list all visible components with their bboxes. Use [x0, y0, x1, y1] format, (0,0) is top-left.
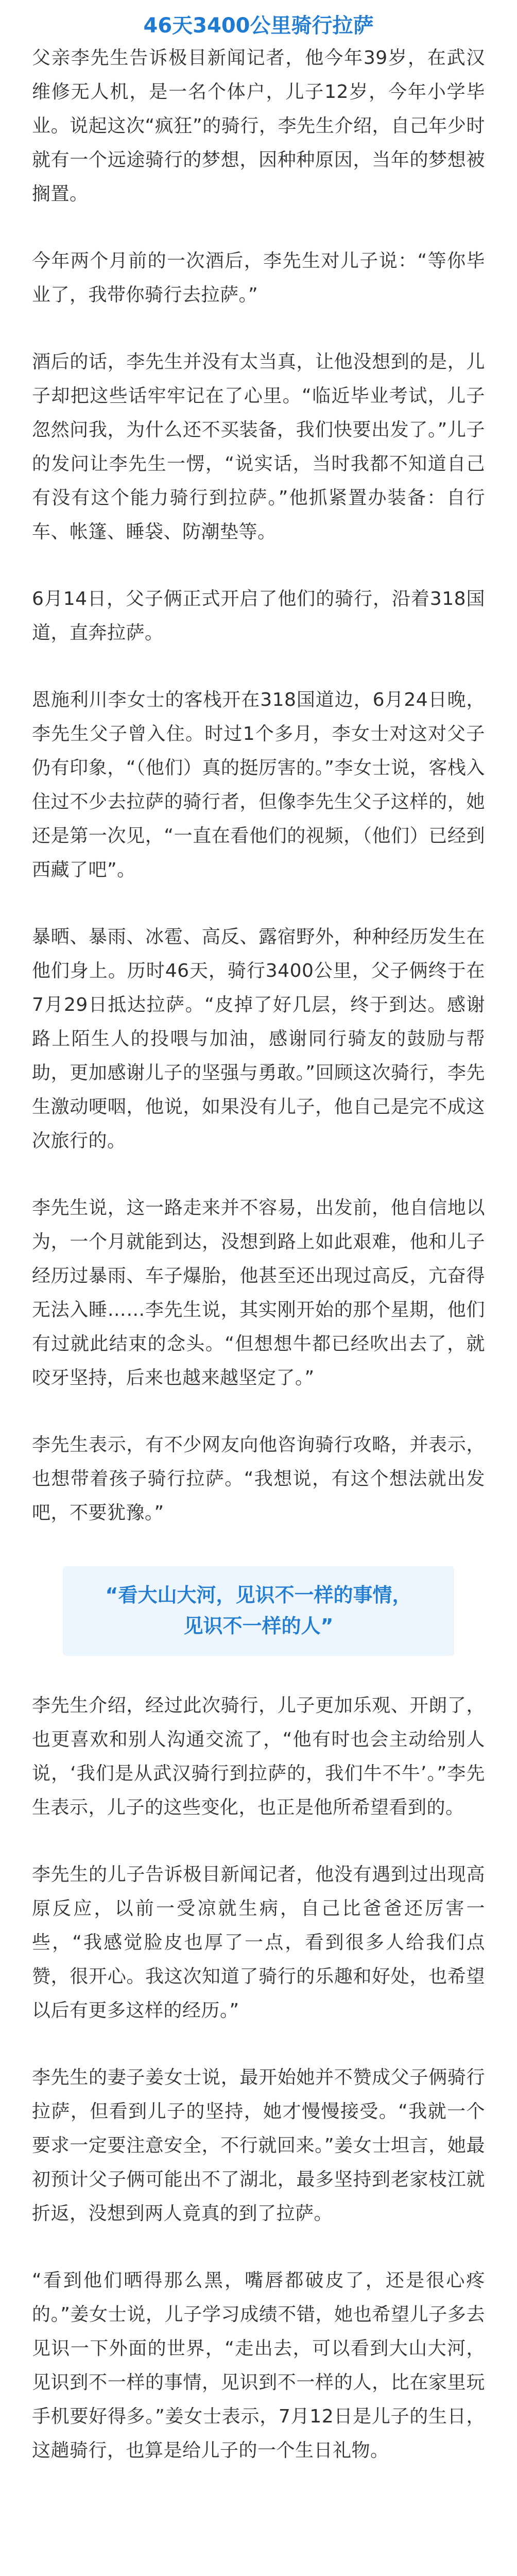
paragraph: 父亲李先生告诉极目新闻记者，他今年39岁，在武汉维修无人机，是一名个体户，儿子12岁，今年小学毕业。说起这次“疯狂”的骑行，李先生介绍，自己年少时就有一个远途骑行的梦想，因种种原因，当年的梦想被搁置。 — [32, 47, 485, 205]
callout-line: 见识不一样的人” — [183, 1615, 334, 1637]
paragraph: 酒后的话，李先生并没有太当真，让他没想到的是，儿子却把这些话牢牢记在了心里。“临近毕业考试，儿子忽然问我，为什么还不买装备，我们快要出发了。”儿子的发问让李先生一愣，“说实话，当时我都不知道自己有没有这个能力骑行到拉萨。”他抓紧置办装备：自行车、帐篷、睡袋、防潮垫等。 — [32, 351, 485, 543]
paragraph: 李先生说，这一路走来并不容易，出发前，他自信地以为，一个月就能到达，没想到路上如此艰难，他和儿子经历过暴雨、车子爆胎，他甚至还出现过高反，亢奋得无法入睡……李先生说，其实刚开始的那个星期，他们有过就此结束的念头。“但想想牛都已经吹出去了，就咬牙坚持，后来也越来越坚定了。” — [32, 1197, 485, 1388]
paragraph: 恩施利川李女士的客栈开在318国道边，6月24日晚，李先生父子曾入住。时过1个多月，李女士对这对父子仍有印象，“（他们）真的挺厉害的。”李女士说，客栈入住过不少去拉萨的骑行者，但像李先生父子这样的，她还是第一次见，“一直在看他们的视频，（他们）已经到西藏了吧”。 — [32, 689, 485, 880]
section-heading-callout — [63, 1566, 454, 1656]
paragraph: 李先生介绍，经过此次骑行，儿子更加乐观、开朗了，也更喜欢和别人沟通交流了，“他有时也会主动给别人说，‘我们是从武汉骑行到拉萨的，我们牛不牛’。”李先生表示，儿子的这些变化，也正是他所希望看到的。 — [32, 1695, 485, 1818]
paragraph: 李先生表示，有不少网友向他咨询骑行攻略，并表示，也想带着孩子骑行拉萨。“我想说，有这个想法就出发吧，不要犹豫。” — [32, 1434, 485, 1523]
paragraph: 今年两个月前的一次酒后，李先生对儿子说：“等你毕业了，我带你骑行去拉萨。” — [32, 250, 485, 306]
paragraph: 李先生的妻子姜女士说，最开始她并不赞成父子俩骑行拉萨，但看到儿子的坚持，她才慢慢接受。“我就一个要求一定要注意安全，不行就回来。”姜女士坦言，她最初预计父子俩可能出不了湖北，最多坚持到老家枝江就折返，没想到两人竟真的到了拉萨。 — [32, 2067, 485, 2224]
paragraph: 暴晒、暴雨、冰雹、高反、露宿野外，种种经历发生在他们身上。历时46天，骑行3400公里，父子俩终于在7月29日抵达拉萨。“皮掉了好几层，终于到达。感谢路上陌生人的投喂与加油，感谢同行骑友的鼓励与帮助，更加感谢儿子的坚强与勇敢。”回顾这次骑行，李先生激动哽咽，他说，如果没有儿子，他自己是完不成这次旅行的。 — [32, 926, 485, 1151]
callout-line: “看大山大河，见识不一样的事情， — [105, 1584, 412, 1606]
paragraph: 6月14日，父子俩正式开启了他们的骑行，沿着318国道，直奔拉萨。 — [32, 588, 485, 643]
paragraph: 李先生的儿子告诉极目新闻记者，他没有遇到过出现高原反应，以前一受凉就生病，自己比爸爸还厉害一些，“我感觉脸皮也厚了一点，看到很多人给我们点赞，很开心。我这次知道了骑行的乐趣和好处，也希望以后有更多这样的经历。” — [32, 1864, 485, 2021]
paragraph: “看到他们晒得那么黑，嘴唇都破皮了，还是很心疼的。”姜女士说，儿子学习成绩不错，她也希望儿子多去见识一下外面的世界，“走出去，可以看到大山大河，见识到不一样的事情，见识到不一样的人，比在家里玩手机要好得多。”姜女士表示，7月12日是儿子的生日，这趟骑行，也算是给儿子的一个生日礼物。 — [32, 2270, 485, 2461]
article-title: 46天3400公里骑行拉萨 — [143, 14, 374, 38]
